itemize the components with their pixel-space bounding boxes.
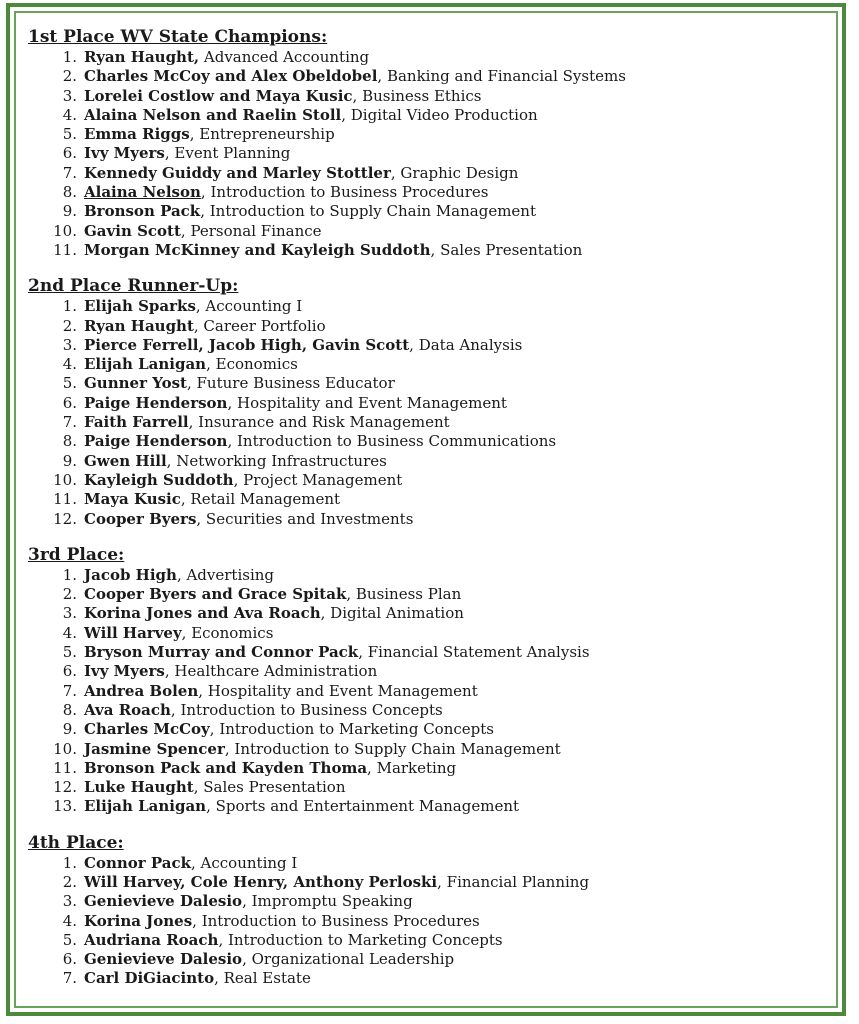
list-item xyxy=(28,67,828,86)
item-number: 6. xyxy=(62,950,77,969)
winner-names: Paige Henderson xyxy=(84,432,228,451)
item-number: 4. xyxy=(62,355,77,374)
list-item xyxy=(28,624,828,643)
item-number: 2. xyxy=(62,67,77,86)
list-item xyxy=(28,969,828,988)
item-number: 8. xyxy=(62,432,77,451)
winner-names: Elijah Lanigan xyxy=(84,355,207,374)
winner-names: Carl DiGiacinto xyxy=(84,969,215,988)
item-number: 3. xyxy=(62,335,77,354)
winner-names: Ivy Myers xyxy=(84,144,165,163)
section-second-place xyxy=(28,276,828,529)
winner-names: Jacob High xyxy=(84,565,177,584)
event-name: , Introduction to Supply Chain Management xyxy=(224,739,561,758)
item-number: 3. xyxy=(62,892,77,911)
winner-names: Gavin Scott xyxy=(84,221,181,240)
list-item xyxy=(28,682,828,701)
winner-names: Cooper Byers and Grace Spitak xyxy=(84,585,347,604)
list-item xyxy=(28,144,828,163)
event-name: , Introduction to Marketing Concepts xyxy=(209,720,494,739)
winner-names: Luke Haught xyxy=(84,778,194,797)
event-name: , Economics xyxy=(181,623,274,642)
list-item xyxy=(28,490,828,509)
event-name: Advanced Accounting xyxy=(203,48,370,66)
list-item xyxy=(28,222,828,241)
item-number: 5. xyxy=(62,374,77,393)
awards-document xyxy=(28,27,828,1005)
list-item xyxy=(28,183,828,202)
event-name: , Accounting I xyxy=(191,853,298,872)
winner-names: Emma Riggs xyxy=(84,125,190,144)
item-number: 4. xyxy=(62,105,77,124)
item-number: 7. xyxy=(62,969,77,988)
event-name: , Organizational Leadership xyxy=(242,950,455,969)
item-number: 5. xyxy=(62,930,77,949)
event-name: , Introduction to Marketing Concepts xyxy=(218,930,503,949)
winner-names: Genievieve Dalesio xyxy=(84,892,243,911)
item-number: 5. xyxy=(62,125,77,144)
list-item xyxy=(28,241,828,260)
item-number: 1. xyxy=(62,48,77,66)
item-number: 7. xyxy=(62,413,77,432)
event-name: , Banking and Financial Systems xyxy=(377,67,626,86)
event-name: , Introduction to Business Procedures xyxy=(200,183,489,202)
winner-names: Will Harvey, Cole Henry, Anthony Perloski xyxy=(84,872,438,891)
item-number: 1. xyxy=(62,297,77,316)
event-name: , Securities and Investments xyxy=(196,509,414,528)
event-name: , Event Planning xyxy=(164,144,291,163)
event-name: , Introduction to Business Procedures xyxy=(192,911,480,930)
list-item xyxy=(28,125,828,144)
item-number: 1. xyxy=(62,853,77,872)
item-number: 9. xyxy=(62,202,77,221)
list-item xyxy=(28,164,828,183)
event-name: , Introduction to Business Concepts xyxy=(170,700,443,719)
winner-names: Lorelei Costlow and Maya Kusic xyxy=(84,86,353,105)
item-number: 9. xyxy=(62,451,77,470)
item-number: 2. xyxy=(62,316,77,335)
event-name: , Real Estate xyxy=(214,969,311,988)
results-list xyxy=(28,297,828,529)
winner-names: Jasmine Spencer xyxy=(84,739,225,758)
winner-names: Maya Kusic xyxy=(84,490,181,509)
list-item xyxy=(28,297,828,316)
item-number: 9. xyxy=(62,720,77,739)
event-name: , Advertising xyxy=(176,565,275,584)
winner-names: Genievieve Dalesio xyxy=(84,950,243,969)
item-number: 6. xyxy=(62,662,77,681)
list-item xyxy=(28,643,828,662)
list-item xyxy=(28,873,828,892)
item-number: 10. xyxy=(53,470,77,489)
item-number: 1. xyxy=(62,565,77,584)
item-number: 5. xyxy=(62,643,77,662)
item-number: 6. xyxy=(62,393,77,412)
winner-names: Bronson Pack and Kayden Thoma xyxy=(84,758,368,777)
item-number: 7. xyxy=(62,163,77,182)
winner-names: Ava Roach xyxy=(84,700,171,719)
list-item xyxy=(28,797,828,816)
list-item xyxy=(28,374,828,393)
winner-names: Pierce Ferrell, Jacob High, Gavin Scott xyxy=(84,335,410,354)
list-item xyxy=(28,931,828,950)
item-number: 4. xyxy=(62,911,77,930)
winner-names: Kayleigh Suddoth xyxy=(84,470,234,489)
event-name: , Business Ethics xyxy=(352,86,482,105)
event-name: , Entrepreneurship xyxy=(189,125,335,144)
winner-names: Korina Jones and Ava Roach xyxy=(84,604,321,623)
winner-names: Connor Pack xyxy=(84,853,192,872)
event-name: , Economics xyxy=(206,355,298,374)
list-item xyxy=(28,740,828,759)
event-name: , Digital Animation xyxy=(320,604,464,623)
item-number: 11. xyxy=(53,490,77,509)
item-number: 10. xyxy=(53,221,77,240)
list-item xyxy=(28,912,828,931)
winner-names: Korina Jones xyxy=(84,911,193,930)
winner-names: Gunner Yost xyxy=(84,374,187,393)
event-name: , Impromptu Speaking xyxy=(242,892,413,911)
list-item xyxy=(28,355,828,374)
event-name: , Digital Video Production xyxy=(341,105,538,124)
list-item xyxy=(28,510,828,529)
list-item xyxy=(28,759,828,778)
item-number: 8. xyxy=(62,700,77,719)
list-item xyxy=(28,566,828,585)
winner-names: Cooper Byers xyxy=(84,509,197,528)
winner-names: Charles McCoy xyxy=(84,720,210,739)
list-item xyxy=(28,413,828,432)
list-item xyxy=(28,106,828,125)
list-item xyxy=(28,452,828,471)
winner-names: Kennedy Guiddy and Marley Stottler xyxy=(84,163,391,182)
event-name: , Insurance and Risk Management xyxy=(188,413,450,432)
event-name: , Financial Statement Analysis xyxy=(358,643,590,662)
winner-names: Audriana Roach xyxy=(84,930,219,949)
event-name: , Career Portfolio xyxy=(193,316,326,335)
winner-names: Morgan McKinney and Kayleigh Suddoth xyxy=(84,240,431,259)
list-item xyxy=(28,432,828,451)
list-item xyxy=(28,202,828,221)
list-item xyxy=(28,720,828,739)
item-number: 8. xyxy=(62,183,77,202)
event-name: , Sales Presentation xyxy=(430,240,583,259)
event-name: , Project Management xyxy=(233,470,403,489)
event-name: , Personal Finance xyxy=(180,221,322,240)
item-number: 6. xyxy=(62,144,77,163)
winner-names: Faith Farrell xyxy=(84,413,189,432)
event-name: , Sports and Entertainment Management xyxy=(206,797,520,816)
section-first-place xyxy=(28,27,828,260)
results-list xyxy=(28,566,828,817)
event-name: , Future Business Educator xyxy=(186,374,395,393)
event-name: , Introduction to Business Communications xyxy=(227,432,557,451)
list-item xyxy=(28,471,828,490)
section-heading: 1st Place WV State Champions: xyxy=(28,27,328,47)
winner-names: Bryson Murray and Connor Pack xyxy=(84,643,359,662)
list-item xyxy=(28,778,828,797)
item-number: 3. xyxy=(62,604,77,623)
list-item xyxy=(28,854,828,873)
item-number: 12. xyxy=(53,509,77,528)
winner-names: Will Harvey xyxy=(84,623,182,642)
section-fourth-place xyxy=(28,833,828,989)
winner-names: Gwen Hill xyxy=(84,451,167,470)
event-name: , Data Analysis xyxy=(409,335,523,354)
section-heading: 3rd Place: xyxy=(28,544,125,565)
event-name: , Financial Planning xyxy=(437,872,590,891)
item-number: 10. xyxy=(53,739,77,758)
event-name: , Hospitality and Event Management xyxy=(198,681,478,700)
event-name: , Sales Presentation xyxy=(193,778,346,797)
item-number: 7. xyxy=(62,681,77,700)
winner-names: Andrea Bolen xyxy=(84,681,199,700)
results-list xyxy=(28,48,828,260)
winner-names: Paige Henderson xyxy=(84,393,228,412)
event-name: , Business Plan xyxy=(346,585,462,604)
list-item xyxy=(28,317,828,336)
winner-names: Alaina Nelson and Raelin Stoll xyxy=(84,105,342,124)
event-name: , Healthcare Administration xyxy=(164,662,378,681)
winner-names: Ryan Haught xyxy=(84,316,194,335)
event-name: , Hospitality and Event Management xyxy=(227,393,507,412)
event-name: , Marketing xyxy=(367,758,457,777)
list-item xyxy=(28,87,828,106)
item-number: 2. xyxy=(62,872,77,891)
winner-names: Bronson Pack xyxy=(84,202,201,221)
winner-names: Charles McCoy and Alex Obeldobel xyxy=(84,67,378,86)
winner-names: Ryan Haught, xyxy=(84,48,200,66)
item-number: 13. xyxy=(53,797,77,816)
event-name: , Graphic Design xyxy=(390,163,519,182)
list-item xyxy=(28,604,828,623)
item-number: 4. xyxy=(62,623,77,642)
section-heading: 2nd Place Runner-Up: xyxy=(28,276,239,297)
item-number: 12. xyxy=(53,778,77,797)
winner-names: Ivy Myers xyxy=(84,662,165,681)
list-item xyxy=(28,336,828,355)
section-heading: 4th Place: xyxy=(28,832,124,853)
list-item xyxy=(28,950,828,969)
item-number: 3. xyxy=(62,86,77,105)
list-item xyxy=(28,585,828,604)
section-third-place xyxy=(28,545,828,817)
list-item xyxy=(28,892,828,911)
winner-names: Alaina Nelson xyxy=(84,183,201,202)
list-item xyxy=(28,394,828,413)
event-name: , Networking Infrastructures xyxy=(166,451,387,470)
list-item xyxy=(28,662,828,681)
event-name: , Retail Management xyxy=(180,490,341,509)
results-list xyxy=(28,854,828,989)
list-item xyxy=(28,48,828,67)
event-name: , Accounting I xyxy=(195,297,303,316)
item-number: 11. xyxy=(53,240,77,259)
item-number: 2. xyxy=(62,585,77,604)
winner-names: Elijah Lanigan xyxy=(84,797,207,816)
event-name: , Introduction to Supply Chain Management xyxy=(200,202,536,221)
winner-names: Elijah Sparks xyxy=(84,297,196,316)
item-number: 11. xyxy=(53,758,77,777)
list-item xyxy=(28,701,828,720)
